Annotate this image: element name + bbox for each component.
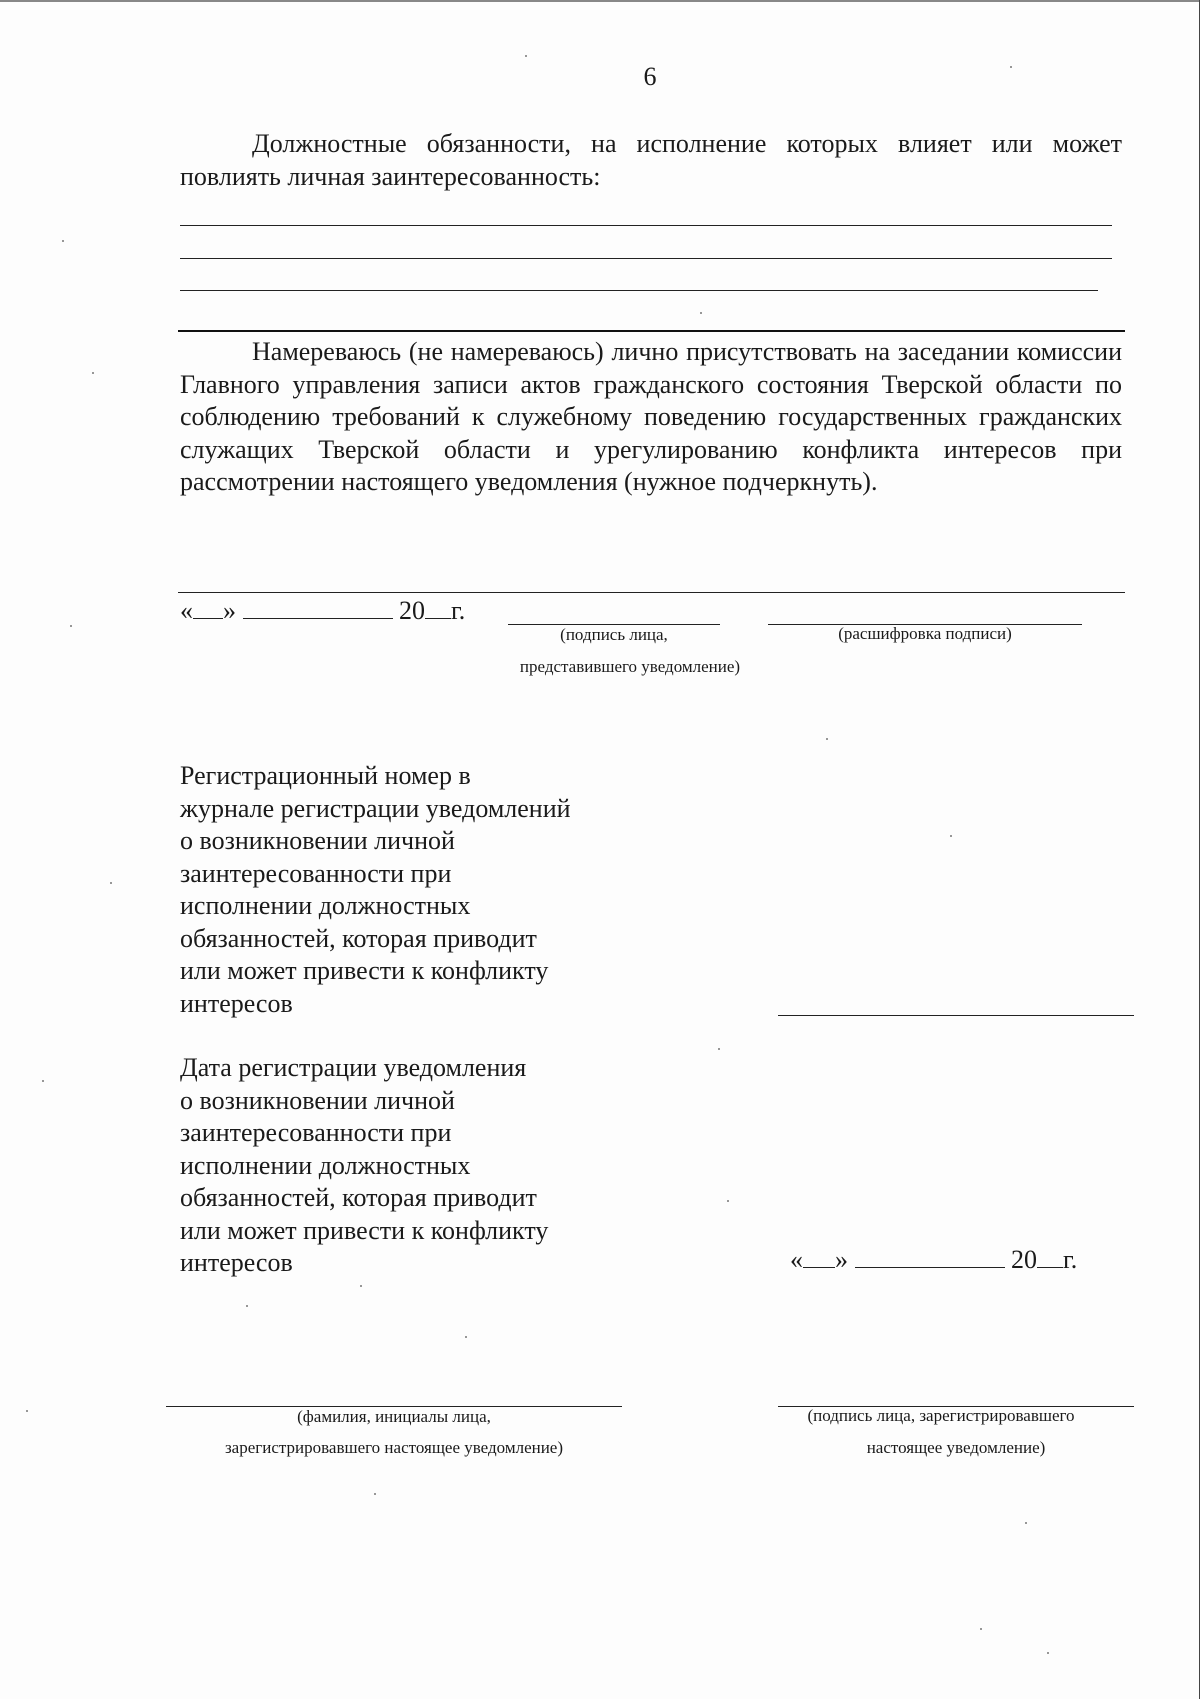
close-quote: » xyxy=(835,1245,848,1274)
scan-speck xyxy=(950,835,952,837)
page-number: 6 xyxy=(643,62,657,91)
scan-speck xyxy=(70,625,72,627)
scan-speck xyxy=(718,1048,720,1050)
registration-date-line xyxy=(790,1245,1120,1275)
scan-edge xyxy=(0,0,1200,2)
scan-speck xyxy=(110,882,112,884)
open-quote: « xyxy=(790,1245,803,1274)
scan-speck xyxy=(980,1628,982,1630)
day-blank xyxy=(803,1245,835,1268)
scan-speck xyxy=(465,1336,467,1338)
date-line xyxy=(180,596,740,626)
registration-number-line xyxy=(778,1015,1134,1016)
year-suffix: г. xyxy=(1063,1245,1078,1274)
year-blank xyxy=(425,596,451,619)
registrar-name-caption-1: (фамилия, инициалы лица, xyxy=(297,1407,491,1426)
day-blank xyxy=(193,596,223,619)
year-blank xyxy=(1037,1245,1063,1268)
registration-date-label: Дата регистрации уведомления о возникновении личной заинтересованности при исполнении должностных обязанностей, которая приводит или может привести к конфликту интересов xyxy=(180,1053,549,1277)
signature-caption-2: представившего уведомление) xyxy=(519,657,741,676)
decode-signature-caption: (расшифровка подписи) xyxy=(838,624,1012,643)
scan-speck xyxy=(727,1200,729,1202)
fill-line xyxy=(180,258,1112,259)
scan-speck xyxy=(62,240,64,242)
year-prefix: 20 xyxy=(1011,1245,1037,1274)
scan-speck xyxy=(700,312,702,314)
month-blank xyxy=(855,1245,1005,1268)
scan-speck xyxy=(1025,1522,1027,1524)
close-quote: » xyxy=(223,596,236,625)
year-suffix: г. xyxy=(451,596,466,625)
scan-speck xyxy=(246,1305,248,1307)
fill-line xyxy=(180,225,1112,226)
registrar-name-caption-2: зарегистрировавшего настоящее уведомление) xyxy=(224,1438,564,1457)
scan-speck xyxy=(826,738,828,740)
fill-line xyxy=(180,290,1098,291)
scan-speck xyxy=(1010,66,1012,68)
signature-caption-1: (подпись лица, xyxy=(560,625,668,644)
scan-speck xyxy=(42,1080,44,1082)
year-prefix: 20 xyxy=(399,596,425,625)
scan-speck xyxy=(360,1285,362,1287)
scan-speck xyxy=(26,1410,28,1412)
fill-line xyxy=(178,330,1125,332)
duties-paragraph: Должностные обязанности, на исполнение которых влияет или может повлиять личная заинтересованность: xyxy=(180,129,1122,191)
registrar-signature-caption-2: настоящее уведомление) xyxy=(866,1438,1046,1457)
scan-speck xyxy=(92,372,94,374)
registration-number-label: Регистрационный номер в журнале регистрации уведомлений о возникновении личной заинтересованности при исполнении должностных обязанностей, которая приводит или может привести к конфликту интересов xyxy=(180,761,571,1018)
intent-paragraph: Намереваюсь (не намереваюсь) лично присутствовать на заседании комиссии Главного управления записи актов гражданского состояния Тверской области по соблюдению требований к служебному поведению государственных гражданских служащих Тверской области и урегулированию конфликта интересов при рассмотрении настоящего уведомления (нужное подчеркнуть). xyxy=(180,337,1122,496)
scan-speck xyxy=(374,1493,376,1495)
open-quote: « xyxy=(180,596,193,625)
scan-speck xyxy=(1047,1652,1049,1654)
scan-speck xyxy=(525,55,527,57)
registrar-signature-caption-1: (подпись лица, зарегистрировавшего xyxy=(807,1406,1075,1425)
month-blank xyxy=(243,596,393,619)
separator-line xyxy=(178,592,1125,593)
